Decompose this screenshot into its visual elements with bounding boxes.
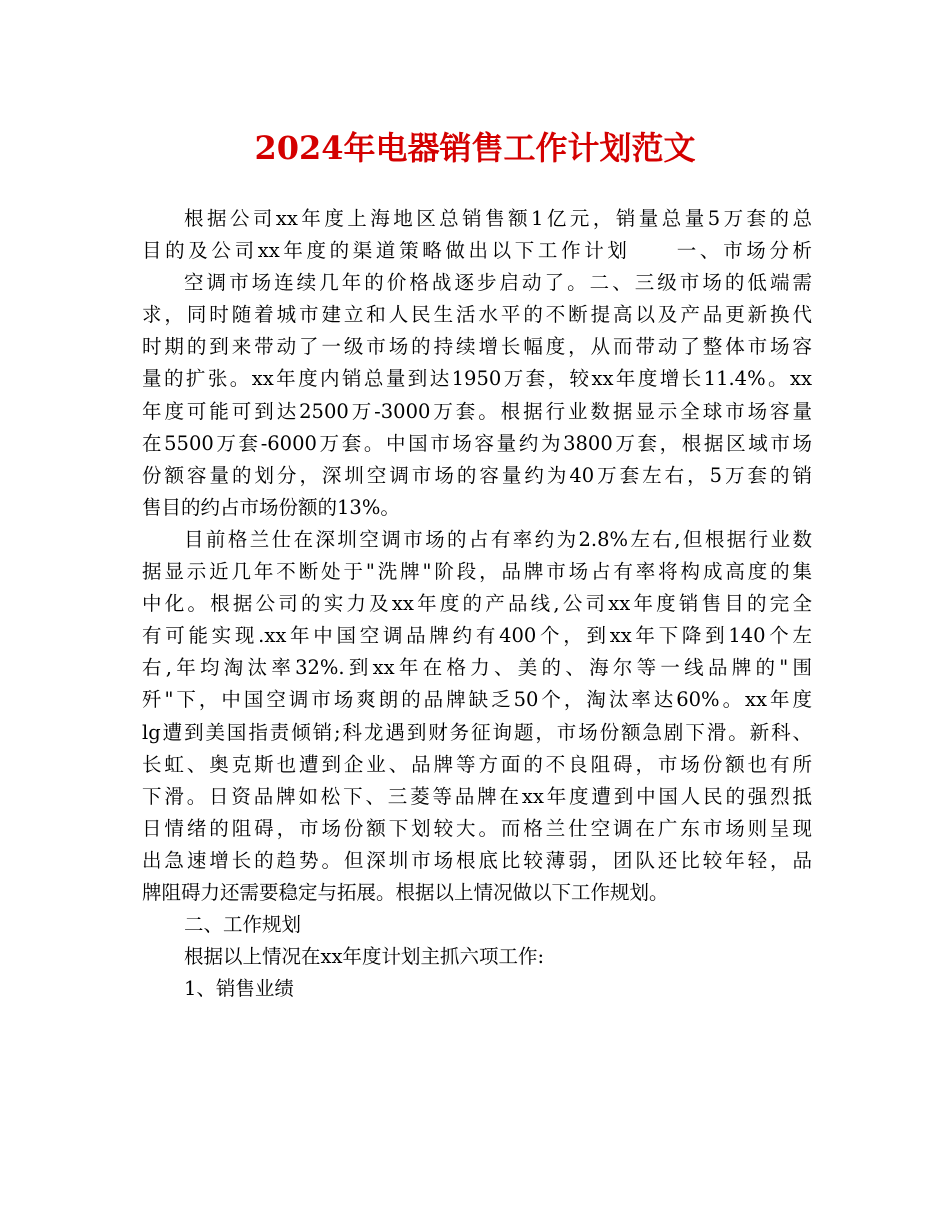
- body-text-line: 根据公司xx年度上海地区总销售额1亿元，销量总量5万套的总: [184, 207, 812, 230]
- body-text-line: 二、工作规划: [184, 913, 302, 937]
- body-text-line: 份额容量的划分，深圳空调市场的容量约为40万套左右，5万套的销: [142, 463, 812, 487]
- body-text-line: 根据以上情况在xx年度计划主抓六项工作:: [184, 945, 545, 969]
- body-text-line: 下滑。日资品牌如松下、三菱等品牌在xx年度遭到中国人民的强烈抵: [142, 784, 812, 808]
- body-text-line: 目前格兰仕在深圳空调市场的占有率约为2.8%左右,但根据行业数: [184, 527, 812, 551]
- body-text-line: 求，同时随着城市建立和人民生活水平的不断提高以及产品更新换代: [142, 303, 812, 327]
- body-text-line: 长虹、奥克斯也遭到企业、品牌等方面的不良阻碍，市场份额也有所: [142, 752, 812, 776]
- body-text-line: 出急速增长的趋势。但深圳市场根底比较薄弱，团队还比较年轻，品: [142, 848, 812, 872]
- body-text-line: 歼"下，中国空调市场爽朗的品牌缺乏50个，淘汰率达60%。xx年度: [142, 688, 812, 712]
- body-text-line: 时期的到来带动了一级市场的持续增长幅度，从而带动了整体市场容: [142, 335, 812, 359]
- body-text-line: 售目的约占市场份额的13%。: [142, 495, 400, 519]
- body-text-line: 空调市场连续几年的价格战逐步启动了。二、三级市场的低端需: [184, 271, 812, 295]
- body-text-line: 年度可能可到达2500万-3000万套。根据行业数据显示全球市场容量: [142, 399, 812, 423]
- body-text-line: 据显示近几年不断处于"洗牌"阶段，品牌市场占有率将构成高度的集: [142, 560, 812, 584]
- document-title: 2024年电器销售工作计划范文: [254, 129, 696, 167]
- body-text-line: 中化。根据公司的实力及xx年度的产品线,公司xx年度销售目的完全: [142, 592, 812, 616]
- body-text-line: 目的及公司xx年度的渠道策略做出以下工作计划 一、市场分析: [142, 239, 812, 263]
- body-text-line: lg遭到美国指责倾销;科龙遇到财务征询题，市场份额急剧下滑。新科、: [142, 720, 812, 744]
- body-text-line: 牌阻碍力还需要稳定与拓展。根据以上情况做以下工作规划。: [142, 880, 669, 904]
- body-text-line: 有可能实现.xx年中国空调品牌约有400个，到xx年下降到140个左: [142, 624, 812, 648]
- body-text-line: 量的扩张。xx年度内销总量到达1950万套，较xx年度增长11.4%。xx: [142, 367, 812, 391]
- body-text-line: 日情绪的阻碍，市场份额下划较大。而格兰仕空调在广东市场则呈现: [142, 816, 812, 840]
- body-text-line: 1、销售业绩: [184, 977, 294, 1001]
- document-body: [142, 203, 812, 1005]
- body-text-line: 在5500万套-6000万套。中国市场容量约为3800万套，根据区域市场: [142, 431, 812, 455]
- body-text-line: 右,年均淘汰率32%.到xx年在格力、美的、海尔等一线品牌的"围: [142, 656, 812, 680]
